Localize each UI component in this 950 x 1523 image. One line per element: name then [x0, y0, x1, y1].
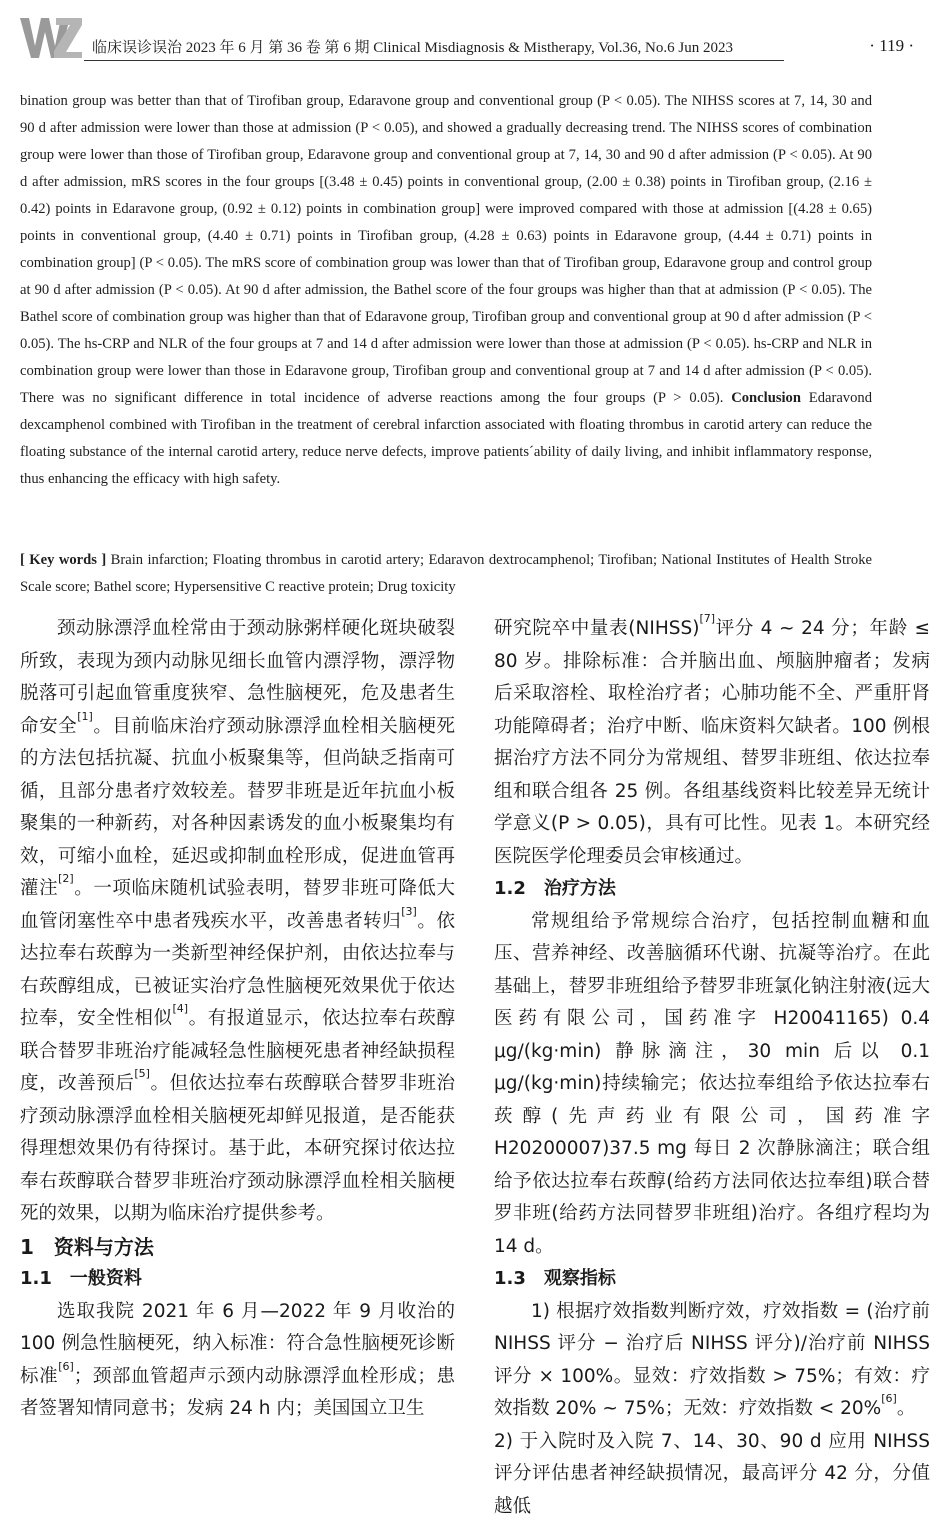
citation: [3]: [401, 905, 417, 918]
conclusion-label: Conclusion: [731, 390, 801, 406]
subsection-heading-general: 1.1 一般资料: [20, 1263, 455, 1296]
citation: [7]: [699, 612, 715, 625]
citation: [6]: [58, 1360, 74, 1373]
treatment-paragraph: 常规组给予常规综合治疗，包括控制血糖和血压、营养神经、改善脑循环代谢、抗凝等治疗。在此基础上，替罗非班组给予替罗非班氯化钠注射液(远大医药有限公司，国药准字 H20041165) 0.4 μg/(kg·min) 静脉滴注，30 min 后以 0.1 μg/(kg·min)持续输完；依达拉奉组给予依达拉奉右莰醇(先声药业有限公司，国药准字 H20200007)37.5 mg 每日 2 次静脉滴注；联合组给予依达拉奉右莰醇(给药方法同依达拉奉组)联合替罗非班(给药方法同替罗非班组)治疗。各组疗程均为 14 d。: [494, 906, 930, 1264]
indicators-paragraph: 1) 根据疗效指数判断疗效，疗效指数 = (治疗前 NIHSS 评分 − 治疗后 NIHSS 评分)/治疗前 NIHSS评分 × 100%。显效：疗效指数 > 75%；有效：疗效指数 20% ~ 75%；无效：疗效指数 < 20%[6]。: [494, 1296, 930, 1426]
keywords: [20, 547, 872, 601]
keywords-label: [ Key words ]: [20, 552, 106, 568]
header-divider: [84, 60, 784, 61]
right-column: [494, 613, 930, 1523]
journal-logo: [20, 16, 82, 60]
subsection-heading-indicators: 1.3 观察指标: [494, 1263, 930, 1296]
abstract-conclusion-text: Edaravond dexcamphenol combined with Tirofiban in the treatment of cerebral infarction associated with floating thrombus in carotid artery can reduce the floating substance of the internal carotid artery, reduce nerve defects, improve patients´ability of daily living, and inhibit inflammatory response, thus enhancing the efficacy with high safety.: [20, 390, 872, 487]
citation: [5]: [134, 1067, 150, 1080]
section-heading-methods: 1 资料与方法: [20, 1231, 455, 1264]
citation: [4]: [173, 1002, 189, 1015]
citation: [2]: [58, 872, 74, 885]
subsection-heading-treatment: 1.2 治疗方法: [494, 873, 930, 906]
english-abstract: [20, 88, 872, 493]
citation: [1]: [77, 710, 93, 723]
abstract-results-text: bination group was better than that of Tirofiban group, Edaravone group and conventional group (P < 0.05). The NIHSS scores at 7, 14, 30 and 90 d after admission were lower than those at admission (P < 0.05), and showed a gradually decreasing trend. The NIHSS scores of combination group were lower than those of Tirofiban group, Edaravone group and conventional group at 7, 14, 30 and 90 d after admission (P < 0.05). At 90 d after admission, mRS scores in the four groups [(3.48 ± 0.45) points in conventional group, (2.00 ± 0.38) points in Tirofiban group, (2.16 ± 0.42) points in Edaravone group, (0.92 ± 0.12) points in combination group] were improved compared with those at admission [(4.28 ± 0.65) points in conventional group, (4.40 ± 0.71) points in Tirofiban group, (4.28 ± 0.63) points in Edaravone group, (4.44 ± 0.71) points in combination group] (P < 0.05). The mRS score of combination group was lower than that of Tirofiban group, Edaravone group and control group at 90 d after admission (P < 0.05). At 90 d after admission, the Bathel score of the four groups was higher than that at admission (P < 0.05). The Bathel score of combination group was higher than that of Edaravone group, Tirofiban group and conventional group at 90 d after admission (P < 0.05). The hs-CRP and NLR of the four groups at 7 and 14 d after admission were lower than those at admission (P < 0.05). hs-CRP and NLR in combination group were lower than those in Edaravone group, Tirofiban group and conventional group at 7 and 14 d after admission (P < 0.05). There was no significant difference in total incidence of adverse reactions among the four groups (P > 0.05).: [20, 93, 872, 406]
page-header: [0, 0, 950, 70]
citation: [6]: [881, 1392, 897, 1405]
general-info-paragraph: 选取我院 2021 年 6 月—2022 年 9 月收治的 100 例急性脑梗死，纳入标准：符合急性脑梗死诊断标准[6]；颈部血管超声示颈内动脉漂浮血栓形成；患者签署知情同意书；发病 24 h 内；美国国立卫生: [20, 1296, 455, 1426]
page-number: · 119 ·: [869, 36, 914, 56]
indicators-paragraph-2: 2) 于入院时及入院 7、14、30、90 d 应用 NIHSS 评分评估患者神经缺损情况，最高评分 42 分，分值越低: [494, 1426, 930, 1523]
journal-running-head: 临床误诊误治 2023 年 6 月 第 36 卷 第 6 期 Clinical Misdiagnosis & Mistherapy, Vol.36, No.6 Jun 2023: [92, 36, 733, 57]
keywords-text: Brain infarction; Floating thrombus in carotid artery; Edaravon dextrocamphenol; Tirofiban; National Institutes of Health Stroke Scale score; Bathel score; Hypersensitive C reactive protein; Drug toxicity: [20, 552, 872, 595]
left-column: [20, 613, 455, 1426]
criteria-paragraph: 研究院卒中量表(NIHSS)[7]评分 4 ~ 24 分；年龄 ≤ 80 岁。排除标准：合并脑出血、颅脑肿瘤者；发病后采取溶栓、取栓治疗者；心肺功能不全、严重肝肾功能障碍者；治疗中断、临床资料欠缺者。100 例根据治疗方法不同分为常规组、替罗非班组、依达拉奉组和联合组各 25 例。各组基线资料比较差异无统计学意义(P > 0.05)，具有可比性。见表 1。本研究经医院医学伦理委员会审核通过。: [494, 613, 930, 873]
intro-paragraph: 颈动脉漂浮血栓常由于颈动脉粥样硬化斑块破裂所致，表现为颈内动脉见细长血管内漂浮物，漂浮物脱落可引起血管重度狭窄、急性脑梗死，危及患者生命安全[1]。目前临床治疗颈动脉漂浮血栓相关脑梗死的方法包括抗凝、抗血小板聚集等，但尚缺乏指南可循，且部分患者疗效较差。替罗非班是近年抗血小板聚集的一种新药，对各种因素诱发的血小板聚集均有效，可缩小血栓，延迟或抑制血栓形成，促进血管再灌注[2]。一项临床随机试验表明，替罗非班可降低大血管闭塞性卒中患者残疾水平，改善患者转归[3]。依达拉奉右莰醇为一类新型神经保护剂，由依达拉奉与右莰醇组成，已被证实治疗急性脑梗死效果优于依达拉奉，安全性相似[4]。有报道显示，依达拉奉右莰醇联合替罗非班治疗能减轻急性脑梗死患者神经缺损程度，改善预后[5]。但依达拉奉右莰醇联合替罗非班治疗颈动脉漂浮血栓相关脑梗死却鲜见报道，是否能获得理想效果仍有待探讨。基于此，本研究探讨依达拉奉右莰醇联合替罗非班治疗颈动脉漂浮血栓相关脑梗死的效果，以期为临床治疗提供参考。: [20, 613, 455, 1231]
